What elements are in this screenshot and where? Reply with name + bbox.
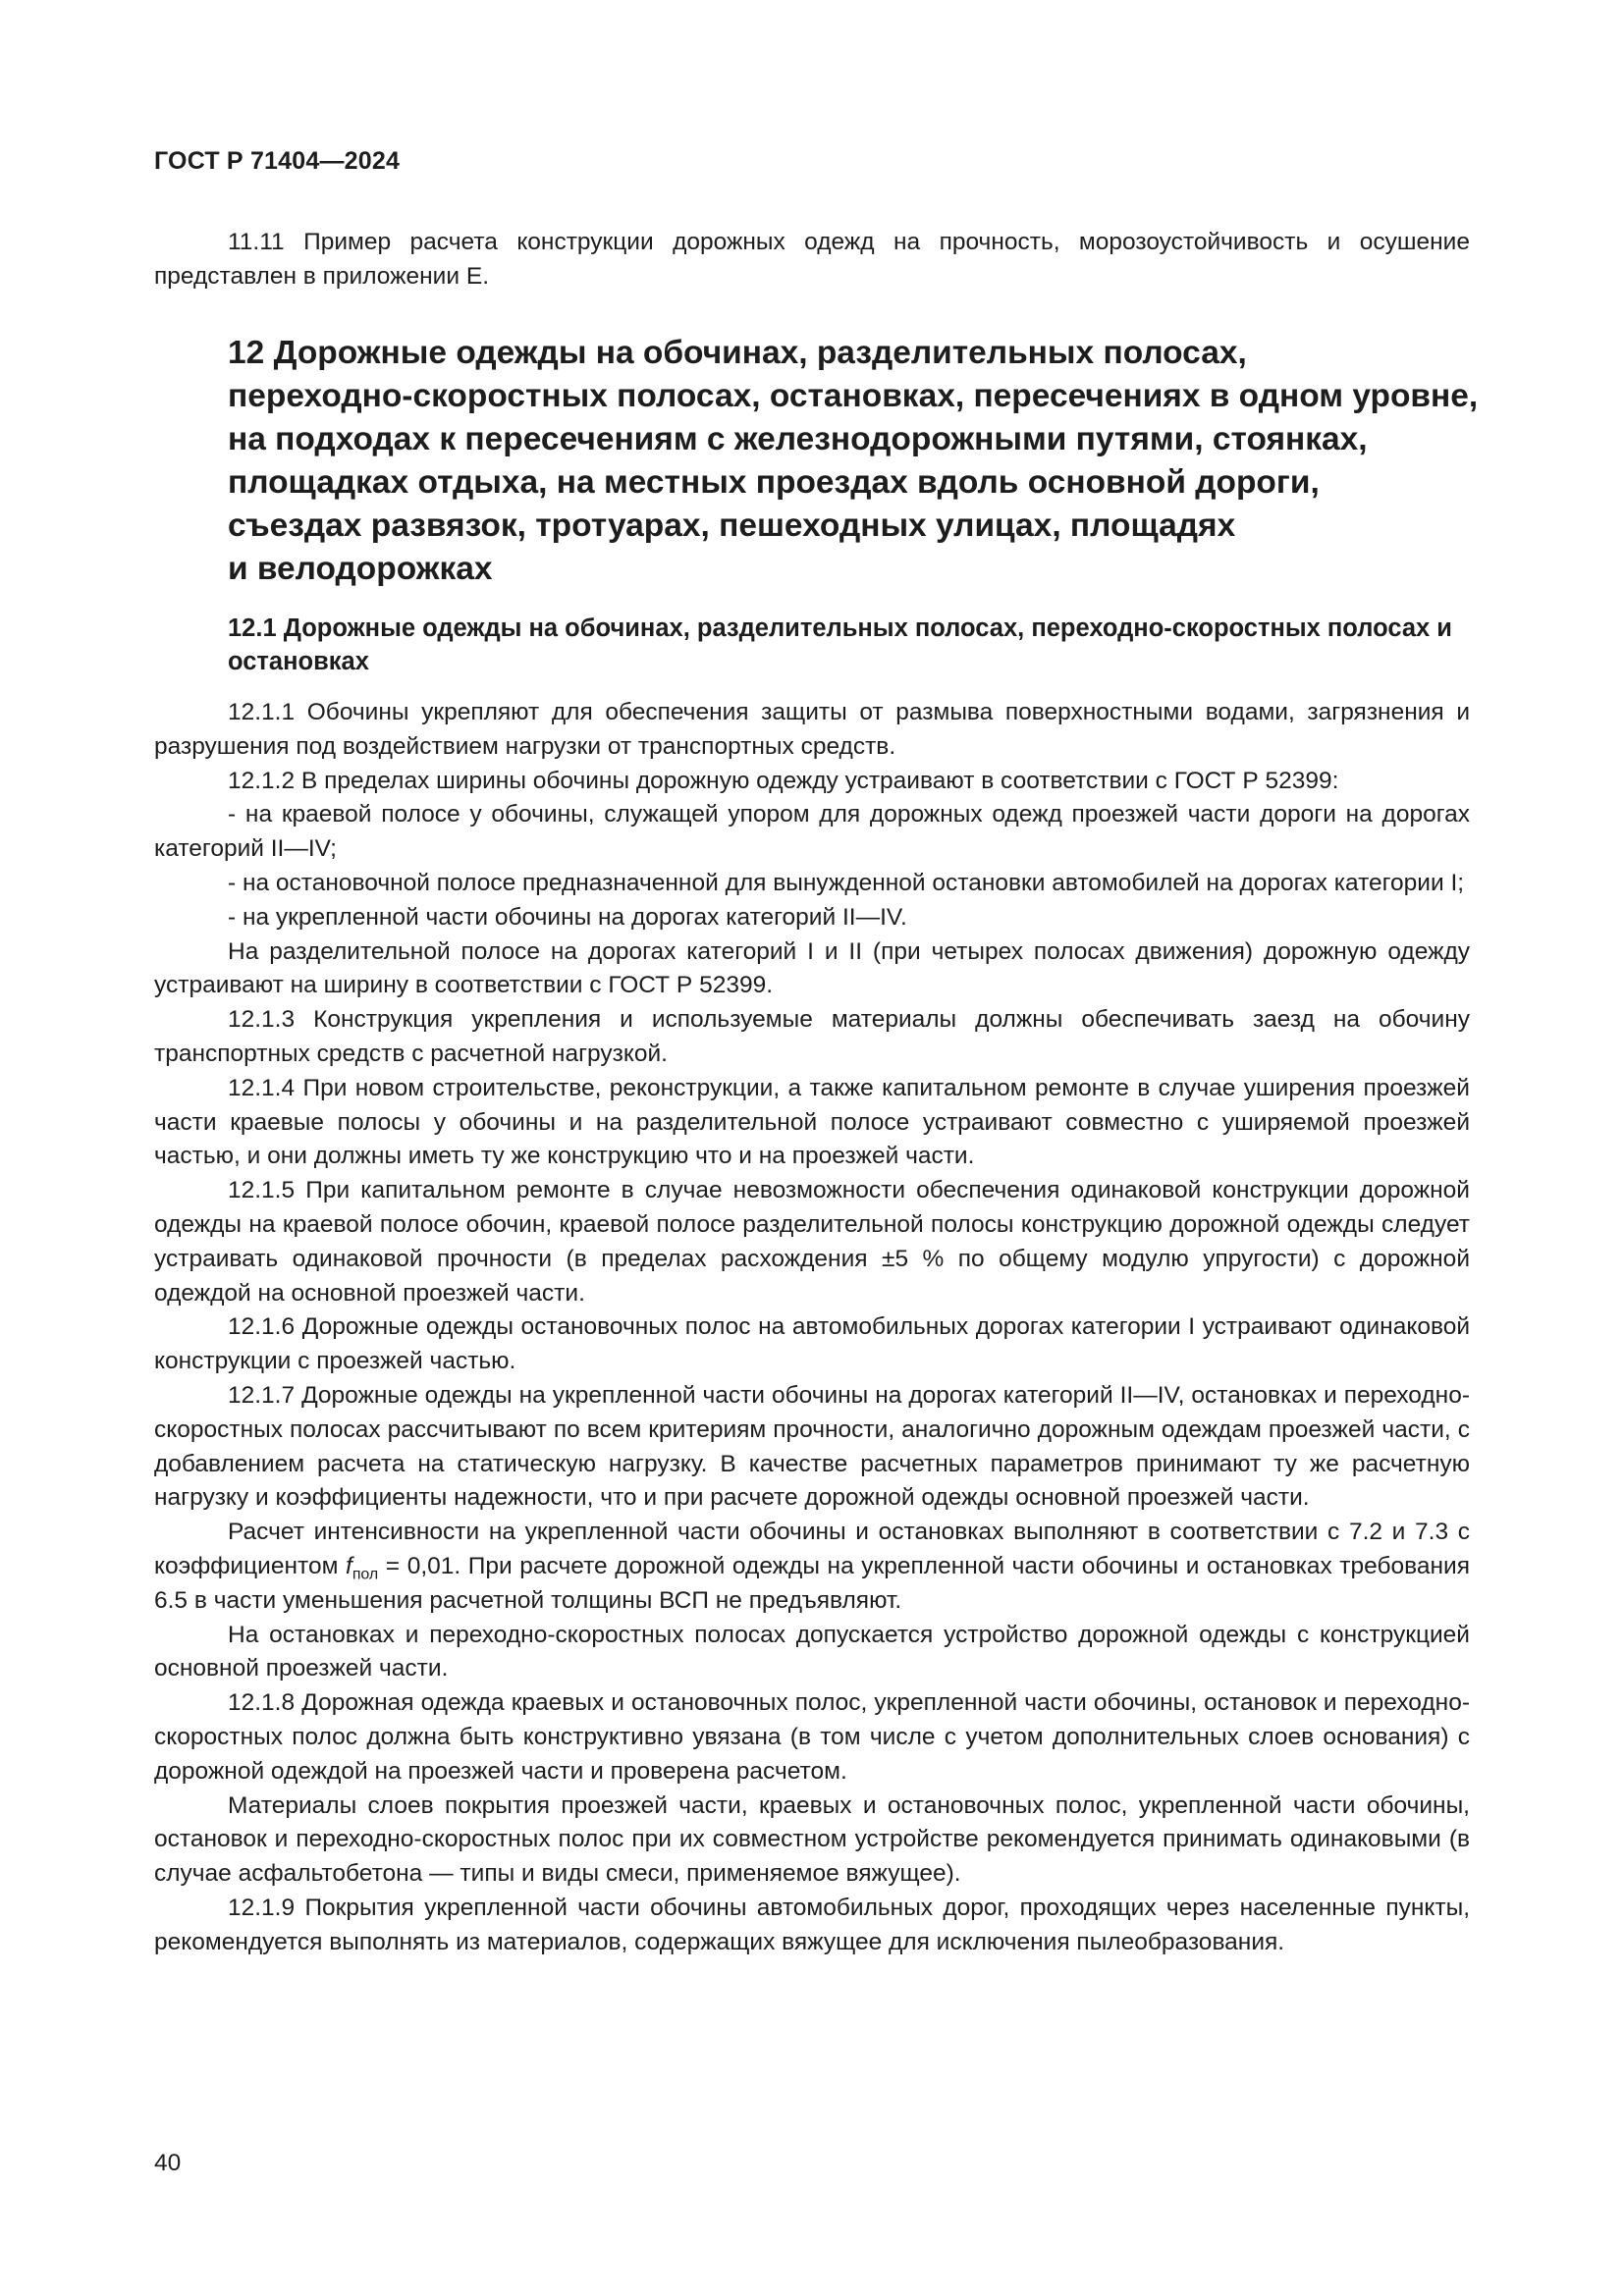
subsection-12-1-title: 12.1 Дорожные одежды на обочинах, разделительных полосах, переходно-скоростных полосах и остановках (228, 614, 1452, 675)
document-header: ГОСТ Р 71404—2024 (154, 147, 401, 175)
paragraph-12-1-8: 12.1.8 Дорожная одежда краевых и остановочных полос, укрепленной части обочины, остановок и переходно-скоростных полос должна быть конструктивно увязана (в том числе с учетом дополнительных слоев основания) с дорожной одеждой на проезжей части и проверена расчетом. (154, 1689, 1470, 1785)
section-title-line: на подходах к пересечениям с железнодорожными путями, стоянках, (228, 421, 1368, 457)
paragraph-12-1-3: 12.1.3 Конструкция укрепления и используемые материалы должны обеспечивать заезд на обочину транспортных средств с расчетной нагрузкой. (154, 1006, 1470, 1067)
paragraph-divider-strip: На разделительной полосе на дорогах категорий I и II (при четырех полосах движения) дорожную одежду устраивают на ширину в соответствии с ГОСТ Р 52399. (154, 937, 1470, 999)
list-item: - на краевой полосе у обочины, служащей упором для дорожных одежд проезжей части дороги на дорогах категорий II—IV; (154, 801, 1470, 863)
paragraph-12-1-9: 12.1.9 Покрытия укрепленной части обочины автомобильных дорог, проходящих через населенные пункты, рекомендуется выполнять из материалов, содержащих вяжущее для исключения пылеобразования. (154, 1894, 1470, 1955)
paragraph-stops: На остановках и переходно-скоростных полосах допускается устройство дорожной одежды с конструкцией основной проезжей части. (154, 1621, 1470, 1682)
list-item: - на укрепленной части обочины на дорогах категорий II—IV. (228, 903, 907, 931)
intensity-text-after: = 0,01. При расчете дорожной одежды на укрепленной части обочины и остановках требования 6.5 в части уменьшения расчетной толщины ВСП не предъявляют. (154, 1552, 1471, 1614)
intro-block (154, 226, 1470, 294)
section-title-line: и велодорожках (228, 551, 493, 587)
section-title-line: площадках отдыха, на местных проездах вдоль основной дороги, (228, 464, 1320, 501)
intensity-text-before: Расчет интенсивности на укрепленной части обочины и остановках выполняют в соответствии с 7.2 и 7.3 с коэффициентом (154, 1519, 1470, 1579)
page-number: 40 (154, 2150, 182, 2176)
main-body (154, 696, 1470, 1959)
paragraph-materials: Материалы слоев покрытия проезжей части, краевых и остановочных полос, укрепленной части обочины, остановок и переходно-скоростных полос при их совместном устройстве рекомендуется принимать одинаковыми (в случае асфальтобетона — типы и виды смеси, применяемое вяжущее). (154, 1791, 1470, 1888)
paragraph-12-1-7: 12.1.7 Дорожные одежды на укрепленной части обочины на дорогах категорий II—IV, остановках и переходно-скоростных полосах рассчитывают по всем критериям прочности, аналогично дорожным одеждам проезжей части, с добавлением расчета на статическую нагрузку. В качестве расчетных параметров принимают ту же расчетную нагрузку и коэффициенты надежности, что и при расчете дорожной одежды основной проезжей части. (154, 1381, 1470, 1512)
paragraph-11-11: 11.11 Пример расчета конструкции дорожных одежд на прочность, морозоустойчивость и осушение представлен в приложении Е. (154, 229, 1470, 290)
section-title-line: съездах развязок, тротуарах, пешеходных улицах, площадях (228, 507, 1236, 544)
paragraph-12-1-1: 12.1.1 Обочины укрепляют для обеспечения защиты от размыва поверхностными водами, загрязнения и разрушения под воздействием нагрузки от транспортных средств. (154, 699, 1470, 760)
coefficient-symbol: f (346, 1552, 352, 1579)
paragraph-12-1-5: 12.1.5 При капитальном ремонте в случае невозможности обеспечения одинаковой конструкции дорожной одежды на краевой полосе обочин, краевой полосе разделительной полосы конструкцию дорожной одежды следует устраивать одинаковой прочности (в пределах расхождения ±5 % по общему модулю упругости) с дорожной одеждой на основной проезжей части. (154, 1177, 1470, 1307)
section-title-line: переходно-скоростных полосах, остановках, пересечениях в одном уровне, (228, 378, 1479, 414)
paragraph-12-1-2: 12.1.2 В пределах ширины обочины дорожную одежду устраивают в соответствии с ГОСТ Р 52399: (228, 767, 1339, 794)
paragraph-12-1-6: 12.1.6 Дорожные одежды остановочных полос на автомобильных дорогах категории I устраивают одинаковой конструкции с проезжей частью. (154, 1313, 1470, 1375)
coefficient-subscript: пол (352, 1566, 379, 1583)
section-12-title (228, 332, 1504, 591)
list-item: - на остановочной полосе предназначенной для вынужденной остановки автомобилей на дорогах категории I; (228, 869, 1465, 896)
paragraph-12-1-4: 12.1.4 При новом строительстве, реконструкции, а также капитальном ремонте в случае уширения проезжей части краевые полосы у обочины и на разделительной полосе устраивают совместно с уширяемой проезжей частью, и они должны иметь ту же конструкцию что и на проезжей части. (154, 1074, 1470, 1170)
section-title-line: 12 Дорожные одежды на обочинах, разделительных полосах, (228, 335, 1247, 371)
paragraph-intensity (154, 1516, 1470, 1618)
